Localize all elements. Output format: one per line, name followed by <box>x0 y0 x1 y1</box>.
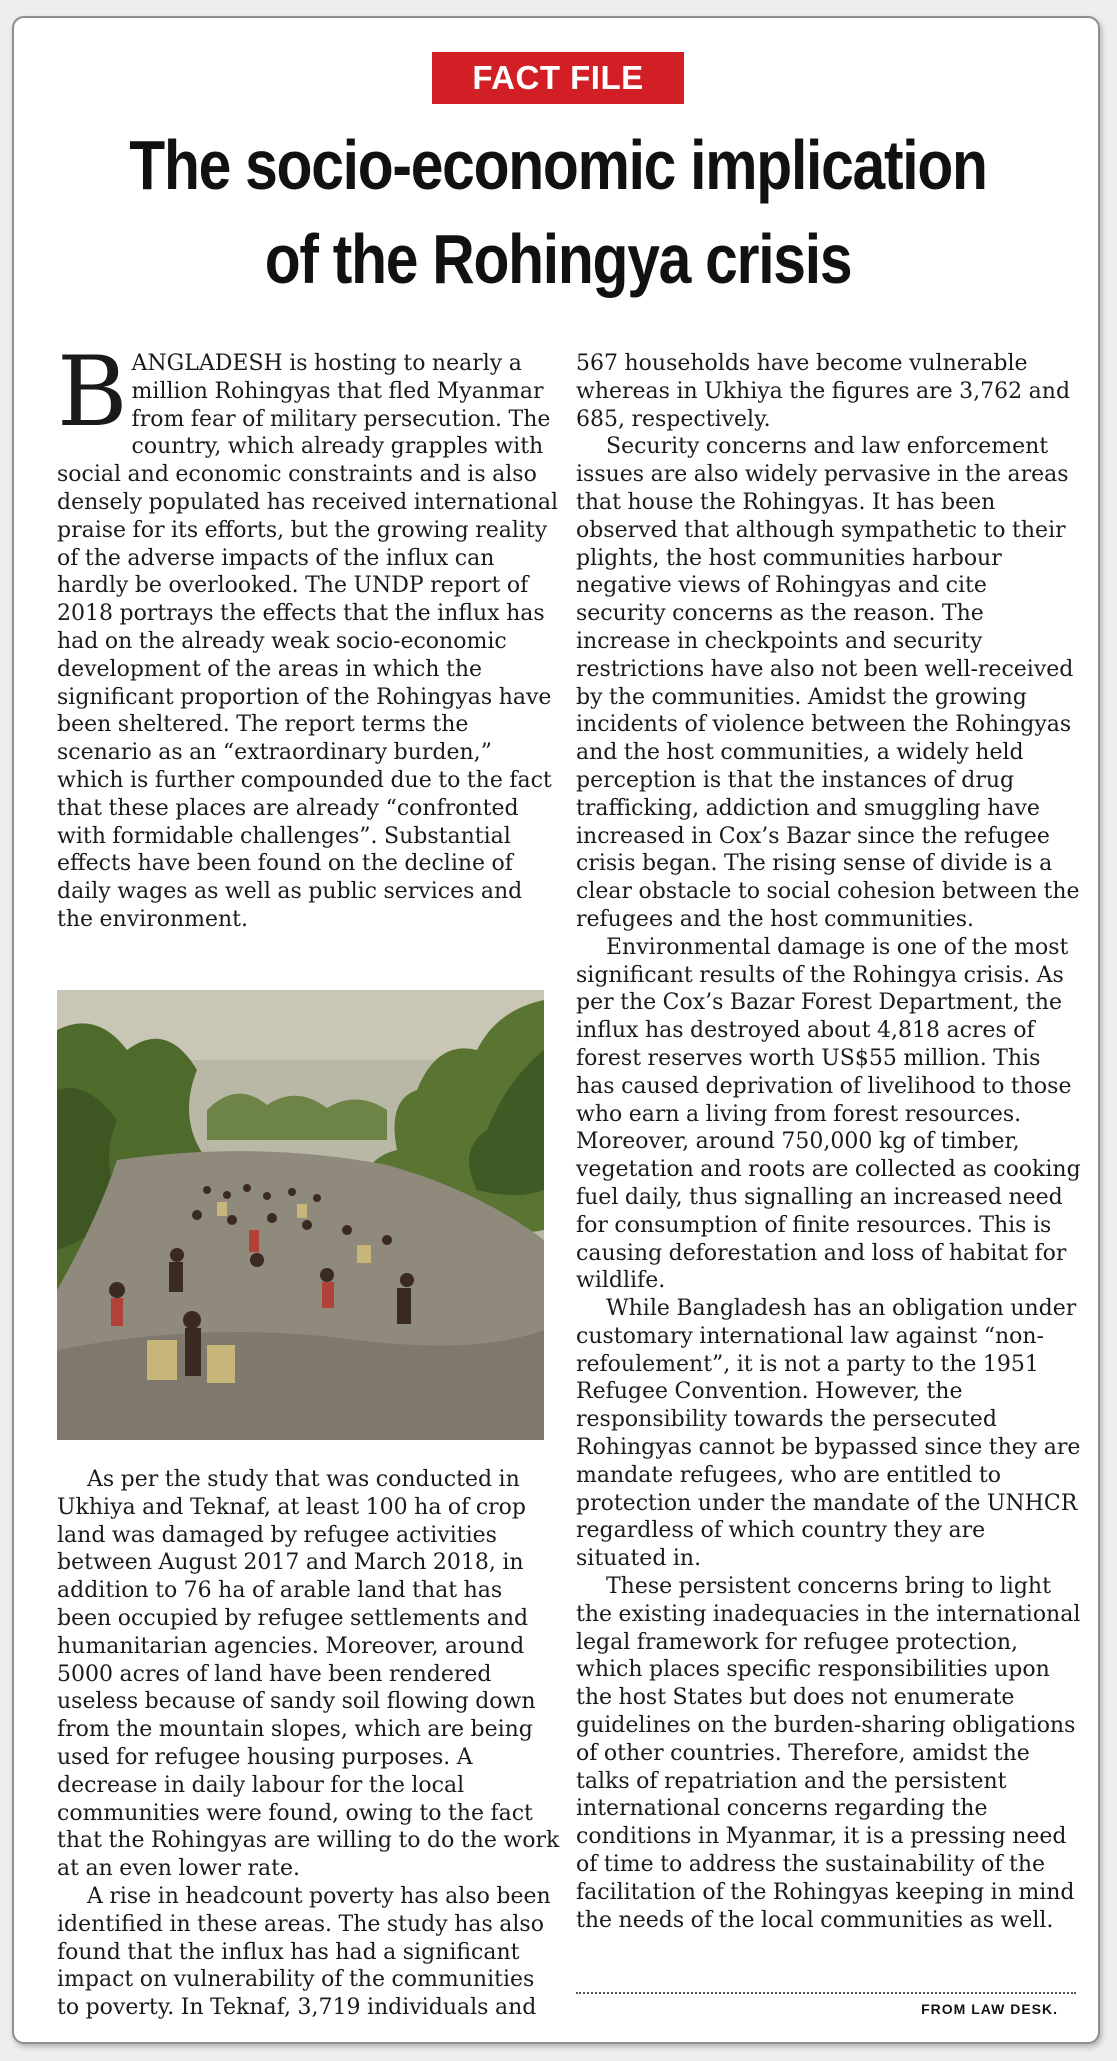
headline-line-1: The socio-economic implication <box>129 126 987 204</box>
article-paragraph-7: These persistent concerns bring to light the existing inadequacies in the international legal framework for refugee protection, which places specific responsibilities upon the host States but does not enumerate guidelines on the burden-sharing obligations of other countries. Therefore, amidst the talks of repatriation and the persistent international concerns regarding the conditions in Myanmar, it is a pressing need of time to address the sustainability of the facilitation of the Rohingyas keeping in mind the needs of the local communities as well. <box>576 1574 1081 1933</box>
section-tag: FACT FILE <box>432 52 684 104</box>
rohingya-river-photo <box>57 990 544 1440</box>
article-paragraph-6: While Bangladesh has an obligation under customary international law against “non-refoulement”, it is not a party to the 1951 Refugee Convention. However, the responsibility towards the persecuted Rohingyas cannot be bypassed since they are mandate refugees, who are entitled to protection under the mandate of the UNHCR regardless of which country they are situated in. <box>576 1296 1081 1572</box>
photo-illustration <box>57 990 544 1440</box>
credit-divider <box>576 1992 1076 1994</box>
drop-cap: B <box>57 336 128 448</box>
article-column-left-top <box>57 336 562 934</box>
article-column-left-bottom <box>57 1466 562 2022</box>
article-paragraph-5: Environmental damage is one of the most significant results of the Rohingya crisis. As per the Cox’s Bazar Forest Department, the influx has destroyed about 4,818 acres of forest reserves worth US$55 million. This has caused deprivation of livelihood to those who earn a living from forest resources. Moreover, around 750,000 kg of timber, vegetation and roots are collected as cooking fuel daily, thus signalling an increased need for consumption of finite resources. This is causing deforestation and loss of habitat for wildlife. <box>576 934 1081 1294</box>
article-paragraph-3-start: A rise in headcount poverty has also been identified in these areas. The study has also found that the influx has had a significant impact on vulnerability of the communities to poverty. In Teknaf, 3,719 individuals and <box>57 1883 551 2021</box>
article-paragraph-1 <box>57 336 562 934</box>
fact-file-card <box>12 16 1100 2044</box>
article-column-right <box>576 350 1082 1934</box>
headline-line-2: of the Rohingya crisis <box>264 220 852 298</box>
byline-credit: FROM LAW DESK. <box>921 2001 1058 2017</box>
article-paragraph-4: Security concerns and law enforcement issues are also widely pervasive in the areas that house the Rohingyas. It has been observed that although sympathetic to their plights, the host communities harbour negative views of Rohingyas and cite security concerns as the reason. The increase in checkpoints and security restrictions have also not been well-received by the communities. Amidst the growing incidents of violence between the Rohingyas and the host communities, a widely held perception is that the instances of drug trafficking, addiction and smuggling have increased in Cox’s Bazar since the refugee crisis began. The rising sense of divide is a clear obstacle to social cohesion between the refugees and the host communities. <box>576 434 1080 932</box>
article-paragraph-3-end: 567 households have become vulnerable whereas in Ukhiya the figures are 3,762 and 685, respectively. <box>576 351 1071 432</box>
page-title <box>101 118 1015 306</box>
article-paragraph-2: As per the study that was conducted in Ukhiya and Teknaf, at least 100 ha of crop land was damaged by refugee activities between August 2017 and March 2018, in addition to 76 ha of arable land that has been occupied by refugee settlements and humanitarian agencies. Moreover, around 5000 acres of land have been rendered useless because of sandy soil flowing down from the mountain slopes, which are being used for refugee housing purposes. A decrease in daily labour for the local communities were found, owing to the fact that the Rohingyas are willing to do the work at an even lower rate. <box>57 1467 560 1882</box>
paragraph-1-text: ANGLADESH is hosting to nearly a million Rohingyas that fled Myanmar from fear of military persecution. The country, which already grapples with social and economic constraints and is also densely populated has received international praise for its efforts, but the growing reality of the adverse impacts of the influx can hardly be overlooked. The UNDP report of 2018 portrays the effects that the influx has had on the already weak socio-economic development of the areas in which the significant proportion of the Rohingyas have been sheltered. The report terms the scenario as an “extraordinary burden,” which is further compounded due to the fact that these places are already “confronted with formidable challenges”. Substantial effects have been found on the decline of daily wages as well as public services and the environment. <box>57 351 559 932</box>
